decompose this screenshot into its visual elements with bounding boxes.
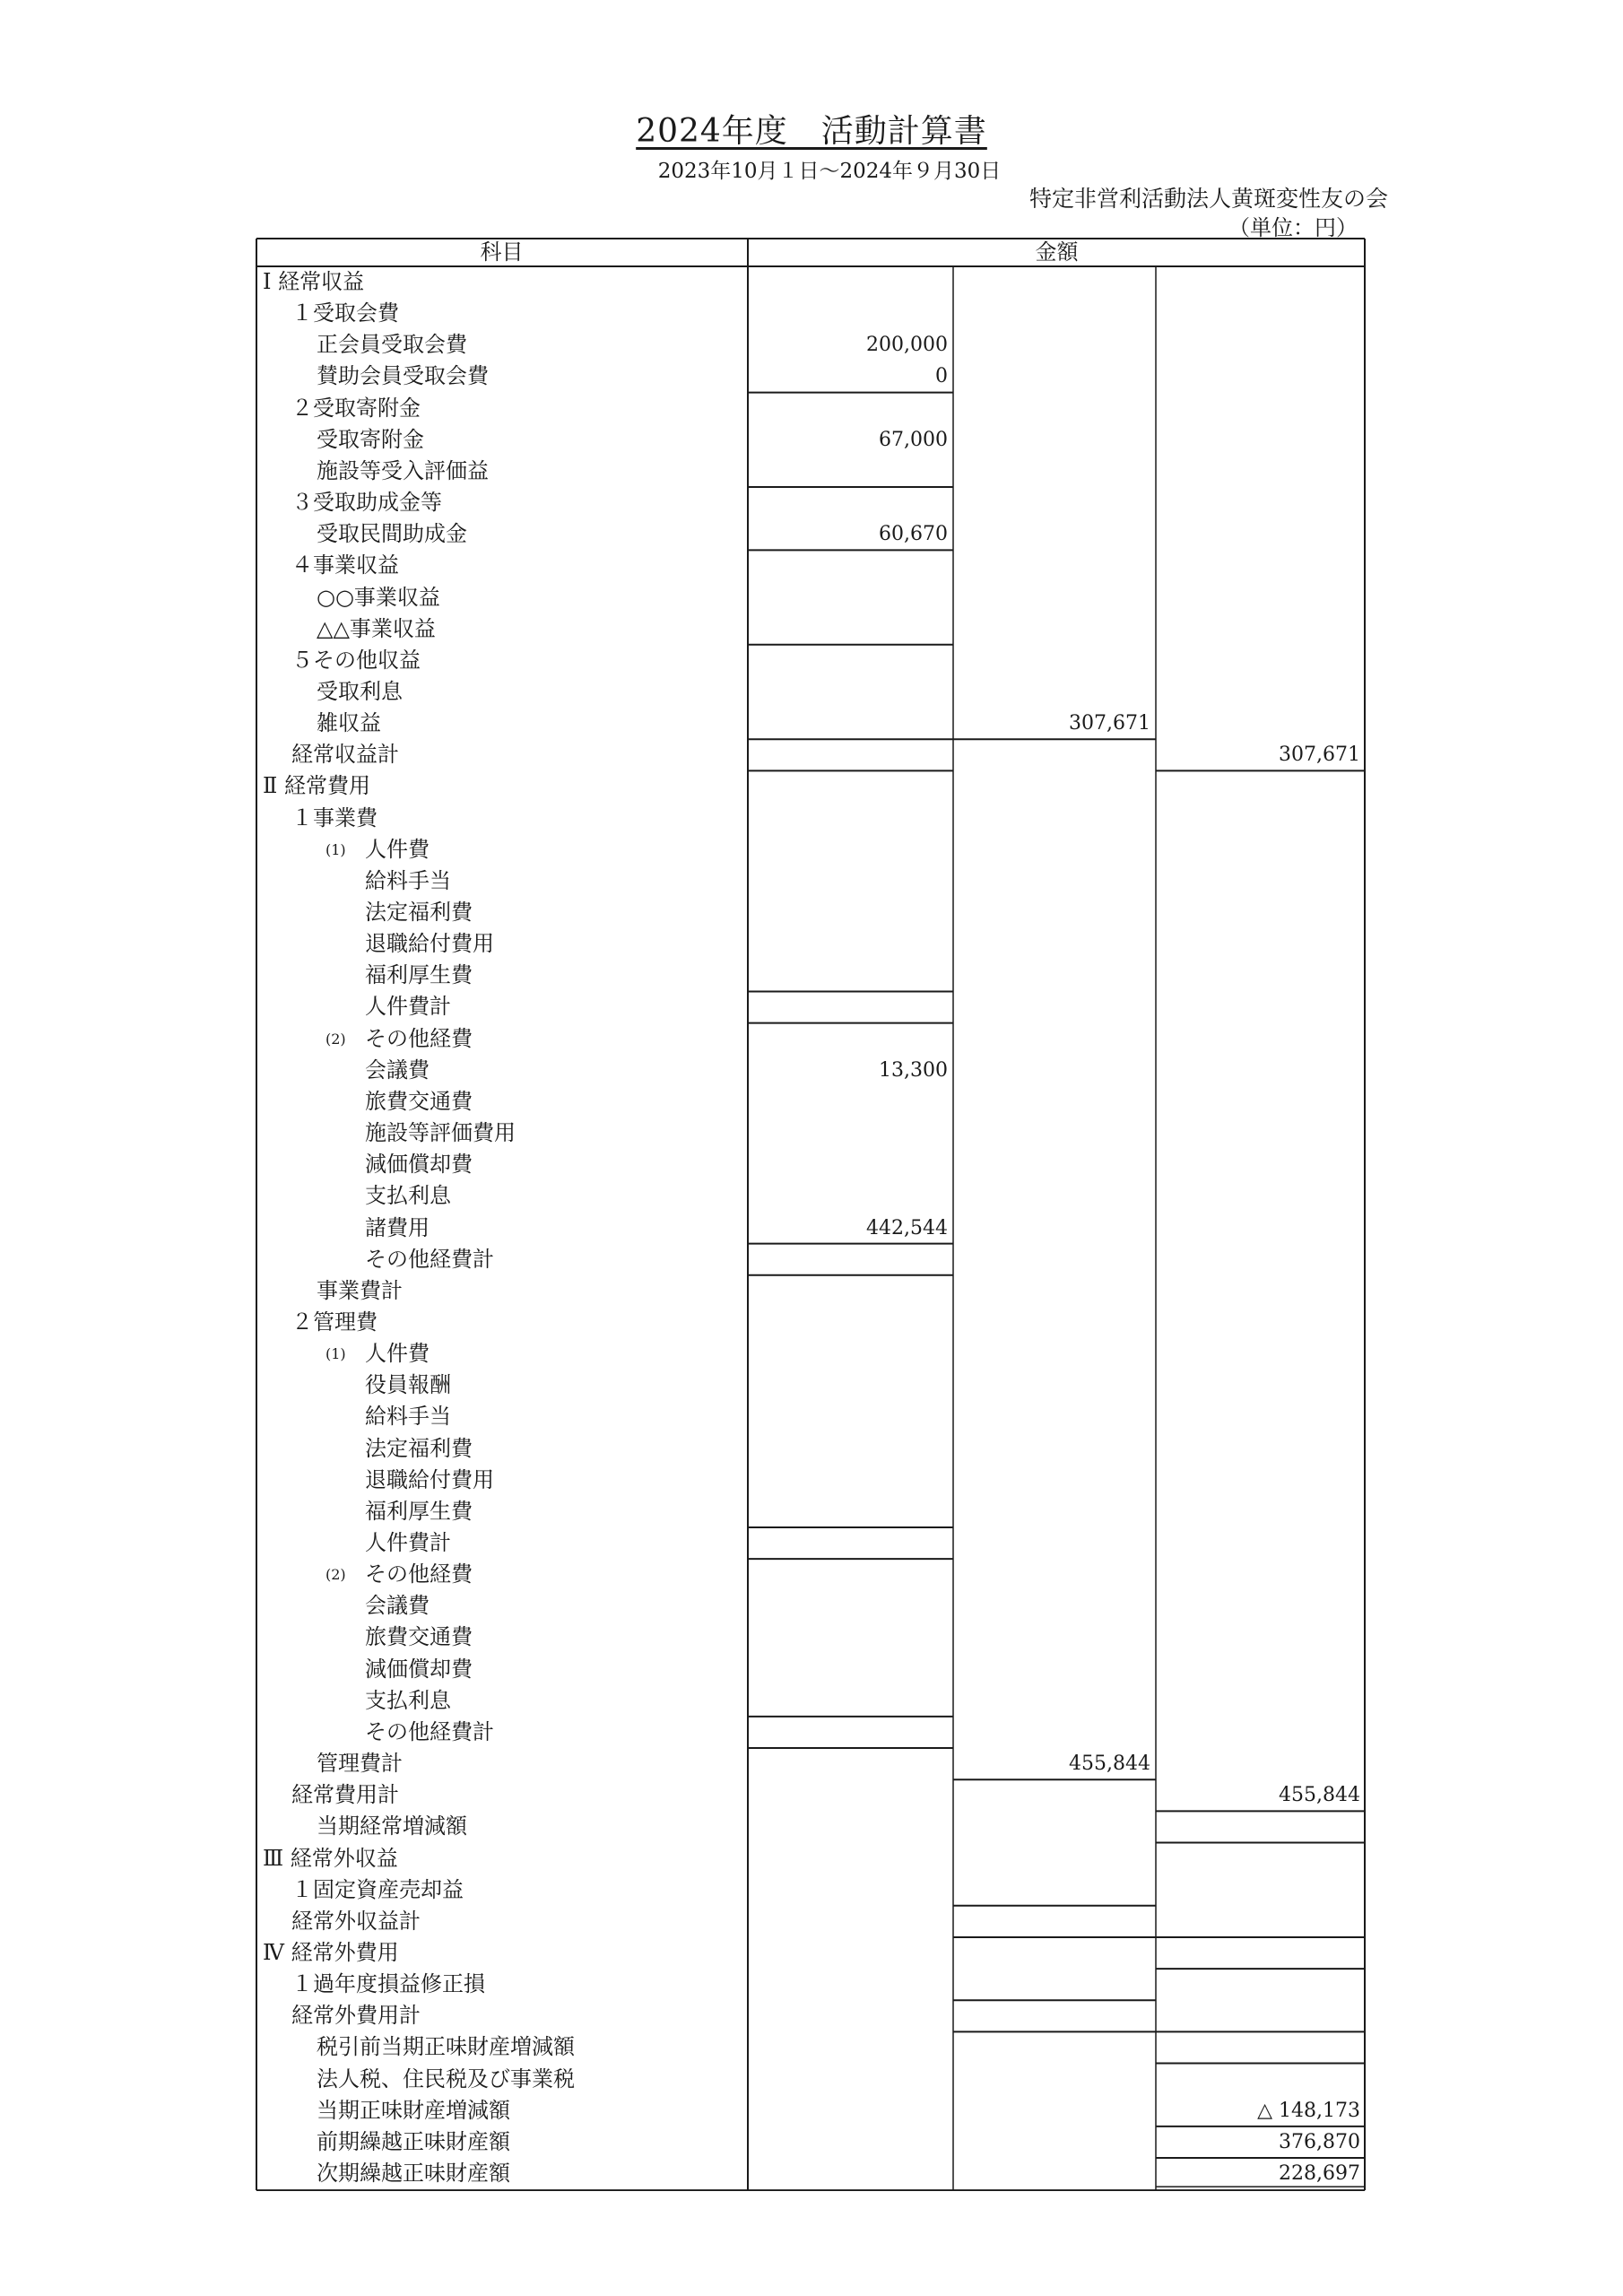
row-label: 施設等評価費用 <box>365 1120 516 1146</box>
row-label: 会議費 <box>365 1057 430 1083</box>
row-label: 法定福利費 <box>365 1435 473 1461</box>
organization-name: 特定非営利活動法人黄斑変性友の会 <box>1028 186 1388 212</box>
row-label: Ⅳ 経常外費用 <box>263 1939 399 1965</box>
row-label: 退職給付費用 <box>365 931 494 957</box>
row-label: 福利厚生費 <box>365 1498 473 1524</box>
amount-c3: 455,844 <box>1279 1784 1360 1807</box>
row-label: 人件費 <box>365 1341 430 1367</box>
document-title: 2024年度 活動計算書 <box>636 113 987 150</box>
row-label: ○○事業収益 <box>317 584 440 610</box>
row-label: 旅費交通費 <box>365 1088 473 1114</box>
row-index-mark: (1) <box>325 1345 346 1363</box>
row-index-mark: (2) <box>325 1566 346 1584</box>
row-label: その他経費 <box>365 1025 473 1051</box>
row-label: 人件費計 <box>365 994 451 1020</box>
row-label: 賛助会員受取会費 <box>317 363 489 389</box>
row-label: 雑収益 <box>317 710 381 736</box>
row-label: 受取寄附金 <box>317 426 424 452</box>
row-label: ５その他収益 <box>291 647 421 673</box>
row-label: 人件費 <box>365 836 430 862</box>
row-label: ２受取寄附金 <box>291 395 421 421</box>
row-label: １固定資産売却益 <box>291 1876 464 1902</box>
row-label: 人件費計 <box>365 1530 451 1555</box>
row-label: 受取利息 <box>317 678 403 704</box>
row-label: 受取民間助成金 <box>317 521 467 547</box>
row-label: Ⅰ 経常収益 <box>263 269 365 294</box>
row-label: 減価償却費 <box>365 1656 473 1682</box>
amount-c1: 442,544 <box>866 1216 948 1239</box>
row-label: 事業費計 <box>317 1277 403 1303</box>
row-label: 会議費 <box>365 1593 430 1619</box>
row-label: ４事業収益 <box>291 552 399 578</box>
row-label: 支払利息 <box>365 1687 451 1713</box>
amount-c1: 60,670 <box>879 523 948 546</box>
row-label: 減価償却費 <box>365 1152 473 1178</box>
row-label: 税引前当期正味財産増減額 <box>317 2034 575 2060</box>
row-label: Ⅲ 経常外収益 <box>263 1845 398 1871</box>
unit-note: （単位：円） <box>1228 215 1358 240</box>
row-label: 給料手当 <box>365 1404 451 1430</box>
row-label: 施設等受入評価益 <box>317 457 489 483</box>
row-label: 前期繰越正味財産額 <box>317 2128 510 2154</box>
amount-c1: 13,300 <box>879 1058 948 1082</box>
row-label: １受取会費 <box>291 300 399 326</box>
row-label: その他経費計 <box>365 1246 494 1272</box>
row-label: 次期繰越正味財産額 <box>317 2161 510 2186</box>
row-label: 法人税、住民税及び事業税 <box>317 2066 575 2092</box>
row-label: 給料手当 <box>365 867 451 893</box>
row-label: その他経費計 <box>365 1718 494 1744</box>
row-label: 役員報酬 <box>365 1372 451 1398</box>
amount-c1: 0 <box>935 365 948 388</box>
amount-c3: 376,870 <box>1279 2130 1360 2153</box>
header-amount: 金額 <box>1035 239 1079 265</box>
row-label: 経常費用計 <box>291 1782 399 1808</box>
row-label: 経常外費用計 <box>291 2003 421 2029</box>
row-index-mark: (2) <box>325 1030 346 1048</box>
amount-c3: △ 148,173 <box>1257 2099 1360 2122</box>
amount-c2: 455,844 <box>1069 1752 1150 1776</box>
row-label: 旅費交通費 <box>365 1624 473 1650</box>
row-label: 経常収益計 <box>291 742 399 768</box>
row-label: １過年度損益修正損 <box>291 1971 485 1997</box>
amount-c3: 307,671 <box>1279 744 1360 767</box>
row-label: Ⅱ 経常費用 <box>263 773 370 799</box>
row-label: １事業費 <box>291 804 378 831</box>
row-label: 法定福利費 <box>365 900 473 925</box>
row-index-mark: (1) <box>325 840 346 858</box>
row-label: 諸費用 <box>365 1214 430 1240</box>
row-label: 管理費計 <box>317 1751 403 1777</box>
row-label: △△事業収益 <box>317 615 436 641</box>
row-label: ３受取助成金等 <box>291 490 442 516</box>
row-label: 正会員受取会費 <box>317 332 467 358</box>
row-label: 当期正味財産増減額 <box>317 2097 510 2123</box>
fiscal-period: 2023年10月１日～2024年９月30日 <box>657 160 1002 183</box>
header-subject: 科目 <box>480 239 524 265</box>
amount-c2: 307,671 <box>1069 712 1150 735</box>
row-label: ２管理費 <box>291 1309 378 1335</box>
amount-c3: 228,697 <box>1279 2162 1360 2185</box>
amount-c1: 200,000 <box>866 334 948 357</box>
row-label: 当期経常増減額 <box>317 1813 467 1839</box>
row-label: 福利厚生費 <box>365 962 473 988</box>
row-label: 経常外収益計 <box>291 1908 421 1934</box>
row-label: 支払利息 <box>365 1183 451 1209</box>
activity-statement-table <box>256 238 1366 2191</box>
row-label: 退職給付費用 <box>365 1466 494 1492</box>
row-label: その他経費 <box>365 1561 473 1587</box>
amount-c1: 67,000 <box>879 428 948 451</box>
